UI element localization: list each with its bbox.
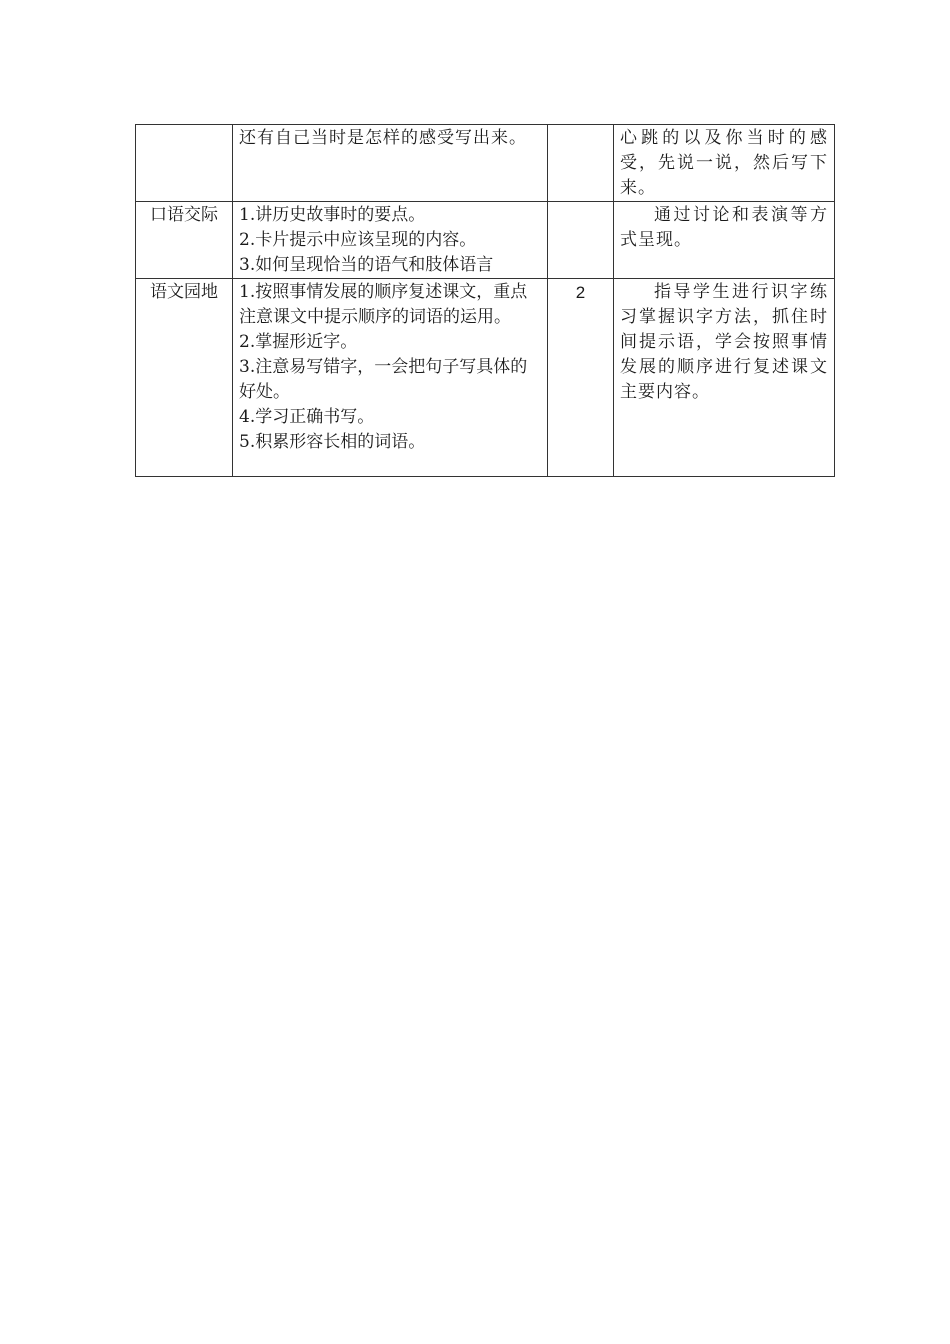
content-line: 5.积累形容长相的词语。 xyxy=(239,432,426,452)
unit-name-cell: 口语交际 xyxy=(136,202,233,279)
content-line: 2.卡片提示中应该呈现的内容。 xyxy=(239,230,477,250)
method-cell: 通过讨论和表演等方式呈现。 xyxy=(614,202,835,279)
content-line: 3.注意易写错字，一会把句子写具体的好处。 xyxy=(239,357,528,402)
unit-name-cell xyxy=(136,125,233,202)
content-cell xyxy=(233,202,548,279)
unit-name-cell: 语文园地 xyxy=(136,279,233,477)
hours-cell: 2 xyxy=(548,279,614,477)
content-line: 4.学习正确书写。 xyxy=(239,407,375,427)
content-line: 2.掌握形近字。 xyxy=(239,332,358,352)
hours-cell xyxy=(548,202,614,279)
content-line: 1.讲历史故事时的要点。 xyxy=(239,205,426,225)
method-cell: 指导学生进行识字练习掌握识字方法，抓住时间提示语，学会按照事情发展的顺序进行复述课文主要内容。 xyxy=(614,279,835,477)
lesson-plan-table xyxy=(135,124,835,477)
hours-cell xyxy=(548,125,614,202)
table-row xyxy=(136,202,835,279)
table-row xyxy=(136,125,835,202)
content-cell xyxy=(233,279,548,477)
content-line: 3.如何呈现恰当的语气和肢体语言 xyxy=(239,255,494,275)
content-cell xyxy=(233,125,548,202)
method-cell: 心跳的以及你当时的感受，先说一说，然后写下来。 xyxy=(614,125,835,202)
content-line: 1.按照事情发展的顺序复述课文，重点注意课文中提示顺序的词语的运用。 xyxy=(239,282,528,327)
content-line: 还有自己当时是怎样的感受写出来。 xyxy=(239,128,527,148)
table-row xyxy=(136,279,835,477)
